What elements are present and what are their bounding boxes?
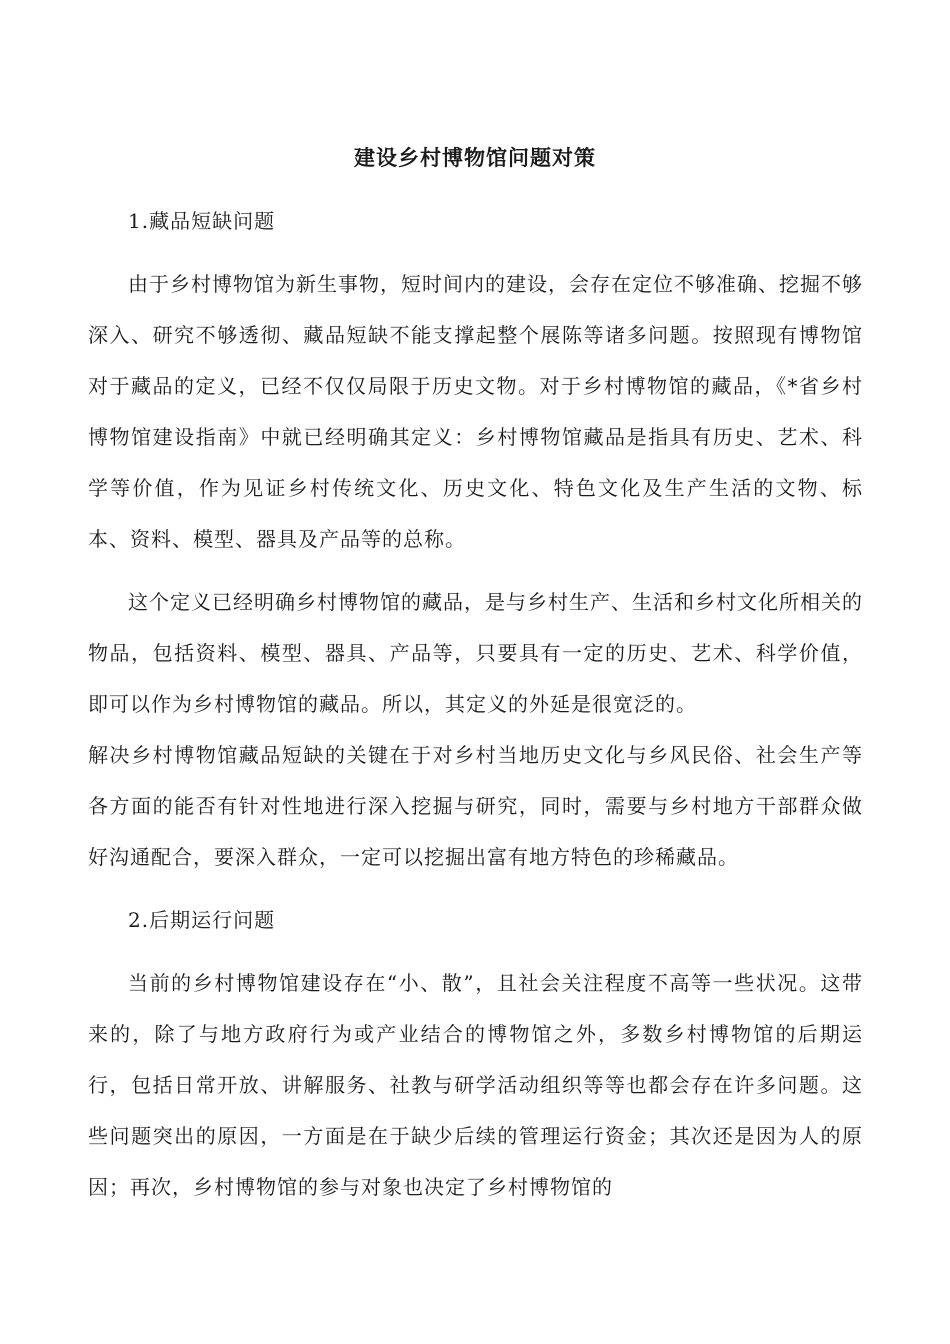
section-heading-2: 2.后期运行问题 [128, 908, 276, 932]
section-heading-1: 1.藏品短缺问题 [128, 209, 276, 233]
document-title: 建设乡村博物馆问题对策 [354, 145, 596, 170]
paragraph: 解决乡村博物馆藏品短缺的关键在于对乡村当地历史文化与乡风民俗、社会生产等各方面的能否有针对性地进行深入挖掘与研究，同时，需要与乡村地方干部群众做好沟通配合，要深入群众，一定可以挖掘出富有地方特色的珍稀藏品。 [88, 743, 863, 869]
paragraph: 由于乡村博物馆为新生事物，短时间内的建设，会存在定位不够准确、挖掘不够深入、研究不够透彻、藏品短缺不能支撑起整个展陈等诸多问题。按照现有博物馆对于藏品的定义，已经不仅仅局限于历史文物。对于乡村博物馆的藏品，《*省乡村博物馆建设指南》中就已经明确其定义：乡村博物馆藏品是指具有历史、艺术、科学等价值，作为见证乡村传统文化、历史文化、特色文化及生产生活的文物、标本、资料、模型、器具及产品等的总称。 [88, 272, 863, 551]
paragraph: 当前的乡村博物馆建设存在“小、散”，且社会关注程度不高等一些状况。这带来的，除了与地方政府行为或产业结合的博物馆之外，多数乡村博物馆的后期运行，包括日常开放、讲解服务、社教与研学活动组织等等也都会存在许多问题。这些问题突出的原因，一方面是在于缺少后续的管理运行资金；其次还是因为人的原因；再次，乡村博物馆的参与对象也决定了乡村博物馆的 [88, 971, 863, 1199]
document-body [88, 196, 863, 1213]
paragraph: 这个定义已经明确乡村博物馆的藏品，是与乡村生产、生活和乡村文化所相关的物品，包括资料、模型、器具、产品等，只要具有一定的历史、艺术、科学价值，即可以作为乡村博物馆的藏品。所以，其定义的外延是很宽泛的。 [88, 590, 863, 716]
